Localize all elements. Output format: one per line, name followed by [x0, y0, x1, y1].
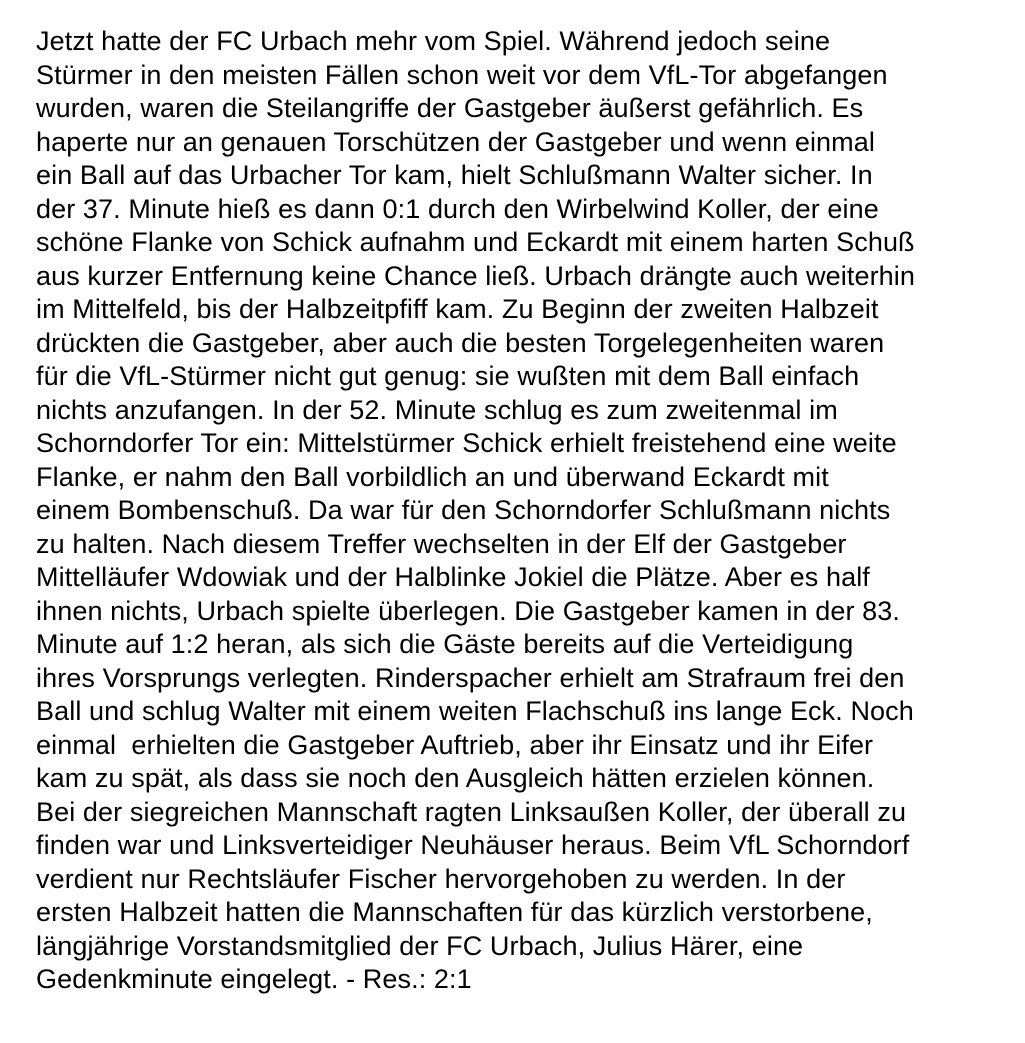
text-line: schöne Flanke von Schick aufnahm und Eckardt mit einem harten Schuß [36, 227, 915, 257]
text-line: finden war und Linksverteidiger Neuhäuser heraus. Beim VfL Schorndorf [36, 830, 910, 860]
text-line: haperte nur an genauen Torschützen der Gastgeber und wenn einmal [36, 126, 875, 157]
text-line: Jetzt hatte der FC Urbach mehr vom Spiel. Während jedoch seine [36, 26, 831, 56]
text-line: Gedenkminute eingelegt. - Res.: 2:1 [36, 964, 472, 994]
text-line: Schorndorfer Tor ein: Mittelstürmer Schick erhielt freistehend eine weite [36, 428, 897, 458]
text-line: aus kurzer Entfernung keine Chance ließ. Urbach drängte auch weiterhin [36, 260, 915, 291]
text-line: Bei der siegreichen Mannschaft ragten Linksaußen Koller, der überall zu [36, 796, 907, 827]
text-line: Flanke, er nahm den Ball vorbildlich an und überwand Eckardt mit [36, 461, 829, 492]
text-line: Mittelläufer Wdowiak und der Halblinke Jokiel die Plätze. Aber es half [36, 562, 870, 592]
text-line: ihres Vorsprungs verlegten. Rinderspacher erhielt am Strafraum frei den [36, 662, 905, 693]
text-line: zu halten. Nach diesem Treffer wechselten in der Elf der Gastgeber [36, 528, 847, 559]
text-line: Ball und schlug Walter mit einem weiten Flachschuß ins lange Eck. Noch [36, 696, 914, 726]
text-line: wurden, waren die Steilangriffe der Gastgeber äußerst gefährlich. Es [36, 93, 864, 123]
text-line: verdient nur Rechtsläufer Fischer hervorgehoben zu werden. In der [36, 863, 846, 894]
text-line: der 37. Minute hieß es dann 0:1 durch den Wirbelwind Koller, der eine [36, 193, 879, 224]
text-line: längjährige Vorstandsmitglied der FC Urbach, Julius Härer, eine [36, 930, 804, 961]
text-line: Stürmer in den meisten Fällen schon weit vor dem VfL-Tor abgefangen [36, 59, 888, 90]
text-line: einem Bombenschuß. Da war für den Schorndorfer Schlußmann nichts [36, 495, 891, 525]
text-line: drückten die Gastgeber, aber auch die besten Torgelegenheiten waren [36, 327, 885, 358]
text-line: für die VfL-Stürmer nicht gut genug: sie wußten mit dem Ball einfach [36, 361, 860, 391]
text-line: ersten Halbzeit hatten die Mannschaften für das kürzlich verstorbene, [36, 897, 873, 927]
text-line: im Mittelfeld, bis der Halbzeitpfiff kam. Zu Beginn der zweiten Halbzeit [36, 294, 879, 324]
text-line: kam zu spät, als dass sie noch den Ausgleich hätten erzielen können. [36, 763, 875, 793]
text-line: Minute auf 1:2 heran, als sich die Gäste bereits auf die Verteidigung [36, 629, 854, 659]
text-line: nichts anzufangen. In der 52. Minute schlug es zum zweitenmal im [36, 394, 838, 425]
text-line: einmal erhielten die Gastgeber Auftrieb, aber ihr Einsatz und ihr Eifer [36, 729, 874, 760]
text-line: ein Ball auf das Urbacher Tor kam, hielt Schlußmann Walter sicher. In [36, 160, 873, 190]
text-line: ihnen nichts, Urbach spielte überlegen. Die Gastgeber kamen in der 83. [36, 595, 900, 626]
